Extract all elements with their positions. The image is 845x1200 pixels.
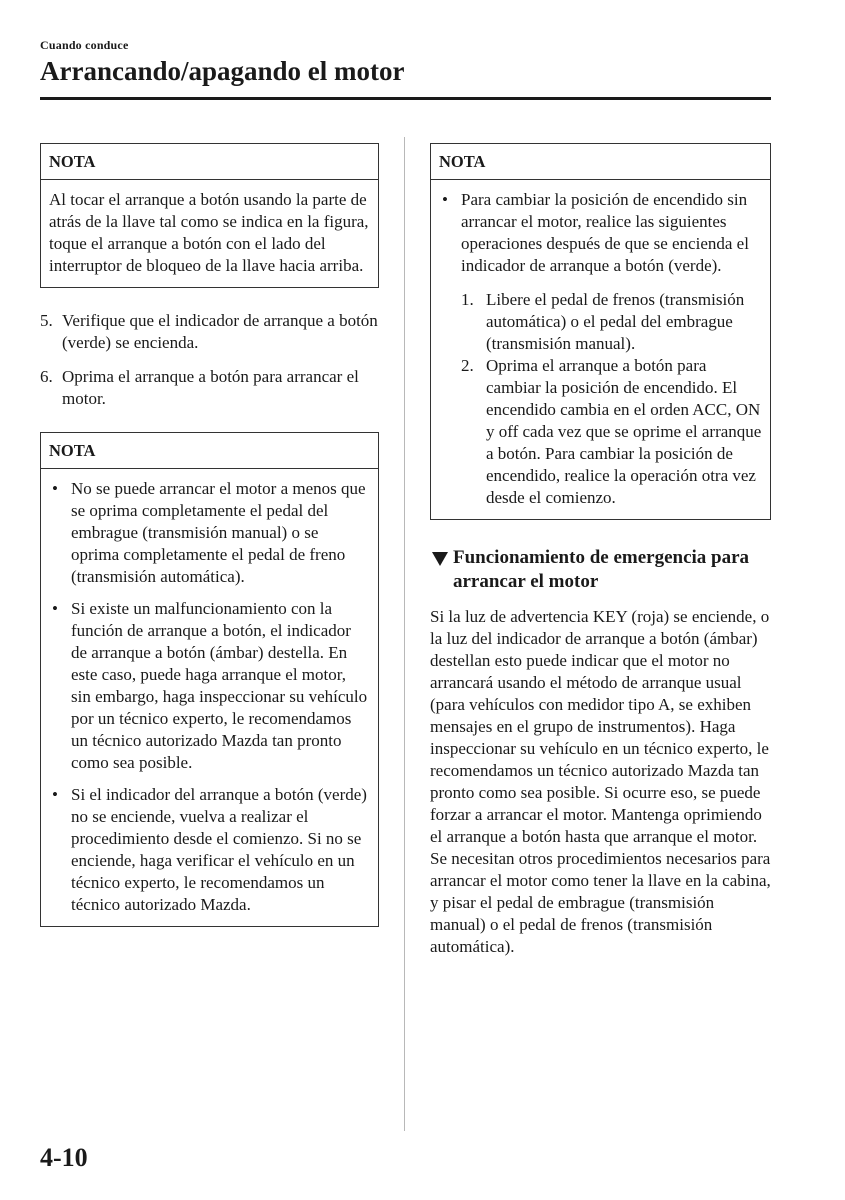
bullet-icon: •	[52, 785, 58, 804]
emergency-start-paragraph: Si la luz de advertencia KEY (roja) se enciende, o la luz del indicador de arranque a botón (ámbar) destellan esto puede indicar que el motor no arrancará usando el método de arranque usual (para vehículos con medidor tipo A, se exhiben mensajes en el grupo de instrumentos). Haga inspeccionar su vehículo en un técnico experto, le recomendamos un técnico autorizado Mazda tan pronto como sea posible. Si ocurre eso, se puede forzar a arrancar el motor. Mantenga oprimiendo el arranque a botón hasta que arranque el motor. Se necesitan otros procedimientos necesarios para arrancar el motor como tener la llave en la cabina, y pisar el pedal de embrague (transmisión manual) o el pedal de frenos (transmisión automática).	[430, 607, 771, 956]
bullet-text: Si existe un malfuncionamiento con la función de arranque a botón, el indicador de arranque a botón (ámbar) destella. En este caso, puede haga arranque el motor, sin embargo, haga inspeccionar su vehículo por un técnico experto, le recomendamos un técnico autorizado Mazda tan pronto como sea posible.	[71, 599, 368, 772]
note-label: NOTA	[41, 433, 378, 469]
step-number: 6.	[40, 367, 53, 386]
bullet-icon: •	[52, 479, 58, 498]
column-divider	[404, 137, 405, 1131]
subheading-text: Funcionamiento de emergencia para arrancar el motor	[453, 547, 750, 592]
bullet-icon: •	[442, 190, 448, 209]
page-number: 4-10	[40, 1143, 88, 1172]
step-item	[40, 366, 379, 410]
note-box-ignition-position	[430, 143, 771, 520]
note-text: Al tocar el arranque a botón usando la parte de atrás de la llave tal como se indica en la figura, toque el arranque a botón con el lado del interruptor de bloqueo de la llave hacia arriba.	[49, 190, 369, 275]
note-body	[41, 180, 378, 287]
note-label: NOTA	[41, 144, 378, 180]
note-body	[431, 180, 770, 519]
bullet-text: Si el indicador del arranque a botón (verde) no se enciende, vuelva a realizar el procedimiento desde el comienzo. Si no se enciende, haga verificar el vehículo en un técnico experto, le recomendamos un técnico autorizado Mazda.	[71, 785, 367, 914]
bullet-icon: •	[52, 599, 58, 618]
bullet-text: No se puede arrancar el motor a menos que se oprima completamente el pedal del embrague (transmisión manual) o se oprima completamente el pedal de freno (transmisión automática).	[71, 479, 366, 586]
bullet-text: Para cambiar la posición de encendido sin arrancar el motor, realice las siguientes operaciones después de que se encienda el indicador de arranque a botón (verde).	[461, 190, 749, 275]
sub-step-number: 1.	[461, 290, 474, 309]
sub-step-text: Libere el pedal de frenos (transmisión automática) o el pedal del embrague (transmisión manual).	[486, 290, 745, 353]
sub-step-number: 2.	[461, 356, 474, 375]
left-column	[40, 143, 379, 927]
right-column	[430, 143, 771, 958]
sub-step-list	[461, 289, 762, 509]
step-text: Oprima el arranque a botón para arrancar el motor.	[62, 367, 359, 408]
step-list	[40, 310, 379, 410]
step-text: Verifique que el indicador de arranque a botón (verde) se encienda.	[62, 311, 378, 352]
note-label: NOTA	[431, 144, 770, 180]
note-box-key-touch	[40, 143, 379, 288]
section-label: Cuando conduce	[40, 38, 129, 52]
step-item	[40, 310, 379, 354]
bullet-item	[49, 784, 370, 916]
bullet-list	[49, 478, 370, 916]
triangle-down-icon	[432, 552, 448, 566]
note-box-start-conditions	[40, 432, 379, 927]
title-rule	[40, 97, 771, 100]
bullet-item	[49, 478, 370, 588]
page-title: Arrancando/apagando el motor	[40, 56, 405, 86]
bullet-item	[49, 598, 370, 774]
note-body	[41, 469, 378, 926]
subheading	[430, 546, 771, 594]
bullet-item	[439, 189, 762, 509]
step-number: 5.	[40, 311, 53, 330]
bullet-list	[439, 189, 762, 509]
sub-step-text: Oprima el arranque a botón para cambiar la posición de encendido. El encendido cambia en el orden ACC, ON y off cada vez que se oprime el arranque a botón. Para cambiar la posición de encendido, realice la operación otra vez desde el comienzo.	[486, 356, 762, 507]
sub-step-item	[461, 355, 762, 509]
sub-step-item	[461, 289, 762, 355]
